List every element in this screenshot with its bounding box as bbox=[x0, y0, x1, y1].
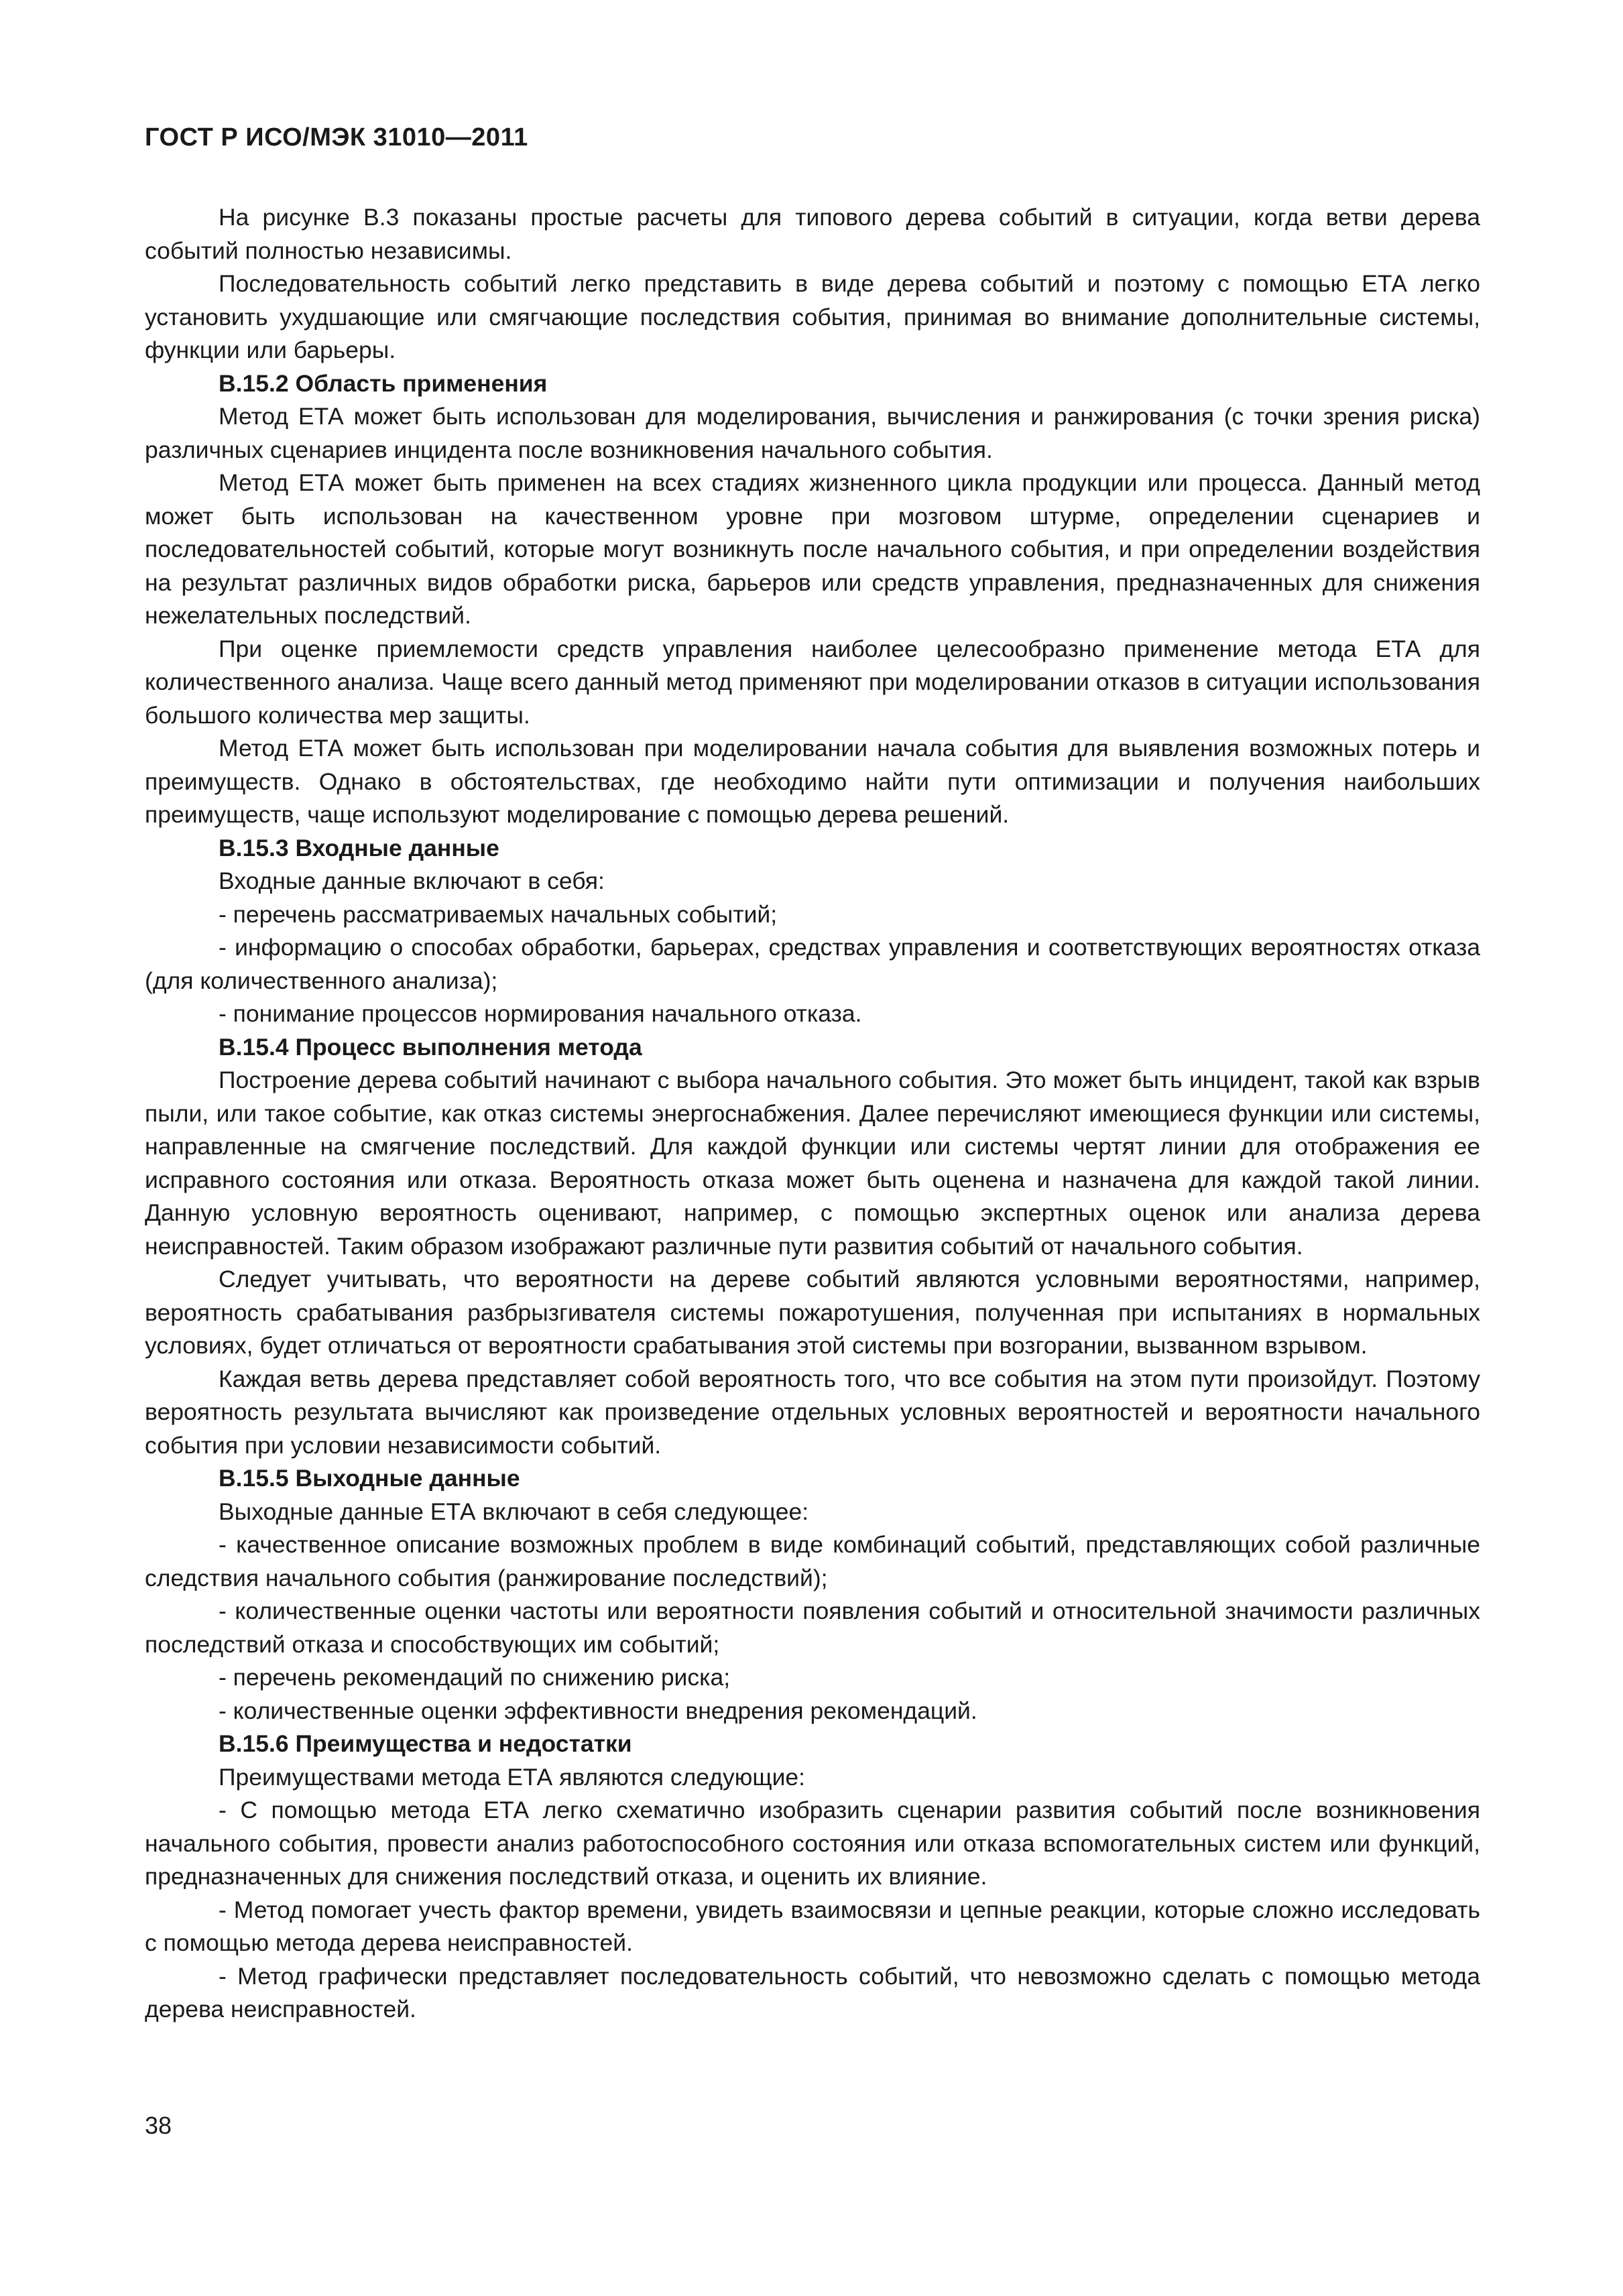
paragraph: Метод ЕТА может быть применен на всех стадиях жизненного цикла продукции или процесса. Данный метод может быть использован на качественном уровне при мозговом штурме, определении сценариев и последовательностей событий, которые могут возникнуть после начального события, и при определении воздействия на результат различных видов обработки риска, барьеров или средств управления, предназначенных для снижения нежелательных последствий. bbox=[145, 469, 1480, 629]
section-heading: В.15.6 Преимущества и недостатки bbox=[219, 1730, 632, 1757]
list-item: - Метод графически представляет последовательность событий, что невозможно сделать с помощью метода дерева неисправностей. bbox=[145, 1962, 1480, 2022]
page-number: 38 bbox=[145, 2112, 172, 2139]
list-item: - качественное описание возможных проблем в виде комбинаций событий, представляющих собой различные следствия начального события (ранжирование последствий); bbox=[145, 1531, 1480, 1591]
list-item: - С помощью метода ЕТА легко схематично изобразить сценарии развития событий после возникновения начального события, провести анализ работоспособного состояния или отказа вспомогательных систем или функций, предназначенных для снижения последствий отказа, и оценить их влияние. bbox=[145, 1797, 1480, 1890]
section-heading: В.15.2 Область применения bbox=[219, 369, 548, 397]
section-heading: В.15.3 Входные данные bbox=[219, 834, 499, 861]
list-item: - понимание процессов нормирования начального отказа. bbox=[219, 1000, 862, 1027]
document-body bbox=[145, 201, 1480, 2027]
paragraph: Следует учитывать, что вероятности на дереве событий являются условными вероятностями, например, вероятность срабатывания разбрызгивателя системы пожаротушения, полученная при испытаниях в нормальных условиях, будет отличаться от вероятности срабатывания этой системы при возгорании, вызванном взрывом. bbox=[145, 1266, 1480, 1359]
paragraph: Построение дерева событий начинают с выбора начального события. Это может быть инцидент, такой как взрыв пыли, или такое событие, как отказ системы энергоснабжения. Далее перечисляют имеющиеся функции или системы, направленные на смягчение последствий. Для каждой функции или системы чертят линии для отображения ее исправного состояния или отказа. Вероятность отказа может быть оценена и назначена для каждой такой линии. Данную условную вероятность оценивают, например, с помощью экспертных оценок или анализа дерева неисправностей. Таким образом изображают различные пути развития событий от начального события. bbox=[145, 1067, 1480, 1260]
paragraph: Метод ЕТА может быть использован при моделировании начала события для выявления возможных потерь и преимуществ. Однако в обстоятельствах, где необходимо найти пути оптимизации и получения наибольших преимуществ, чаще используют моделирование с помощью дерева решений. bbox=[145, 735, 1480, 828]
list-item: - количественные оценки частоты или вероятности появления событий и относительной значимости различных последствий отказа и способствующих им событий; bbox=[145, 1597, 1480, 1658]
list-item: - перечень рекомендаций по снижению риска; bbox=[219, 1664, 731, 1691]
paragraph: При оценке приемлемости средств управления наиболее целесообразно применение метода ЕТА для количественного анализа. Чаще всего данный метод применяют при моделировании отказов в ситуации использования большого количества мер защиты. bbox=[145, 635, 1480, 729]
document-header: ГОСТ Р ИСО/МЭК 31010—2011 bbox=[145, 123, 528, 152]
list-item: - Метод помогает учесть фактор времени, увидеть взаимосвязи и цепные реакции, которые сложно исследовать с помощью метода дерева неисправностей. bbox=[145, 1896, 1480, 1956]
paragraph: Каждая ветвь дерева представляет собой вероятность того, что все события на этом пути произойдут. Поэтому вероятность результата вычисляют как произведение отдельных условных вероятностей и вероятности начального события при условии независимости событий. bbox=[145, 1365, 1480, 1459]
paragraph: Преимуществами метода ЕТА являются следующие: bbox=[219, 1763, 806, 1791]
paragraph: Выходные данные ЕТА включают в себя следующее: bbox=[219, 1498, 809, 1525]
paragraph: На рисунке В.3 показаны простые расчеты для типового дерева событий в ситуации, когда ветви дерева событий полностью независимы. bbox=[145, 204, 1480, 264]
paragraph: Последовательность событий легко представить в виде дерева событий и поэтому с помощью ЕТА легко установить ухудшающие или смягчающие последствия события, принимая во внимание дополнительные системы, функции или барьеры. bbox=[145, 270, 1480, 363]
list-item: - перечень рассматриваемых начальных событий; bbox=[219, 900, 778, 928]
section-heading: В.15.4 Процесс выполнения метода bbox=[219, 1033, 642, 1061]
list-item: - количественные оценки эффективности внедрения рекомендаций. bbox=[219, 1697, 977, 1724]
paragraph: Входные данные включают в себя: bbox=[219, 867, 605, 894]
paragraph: Метод ЕТА может быть использован для моделирования, вычисления и ранжирования (с точки зрения риска) различных сценариев инцидента после возникновения начального события. bbox=[145, 403, 1480, 463]
section-heading: В.15.5 Выходные данные bbox=[219, 1465, 520, 1492]
list-item: - информацию о способах обработки, барьерах, средствах управления и соответствующих вероятностях отказа (для количественного анализа); bbox=[145, 934, 1480, 994]
